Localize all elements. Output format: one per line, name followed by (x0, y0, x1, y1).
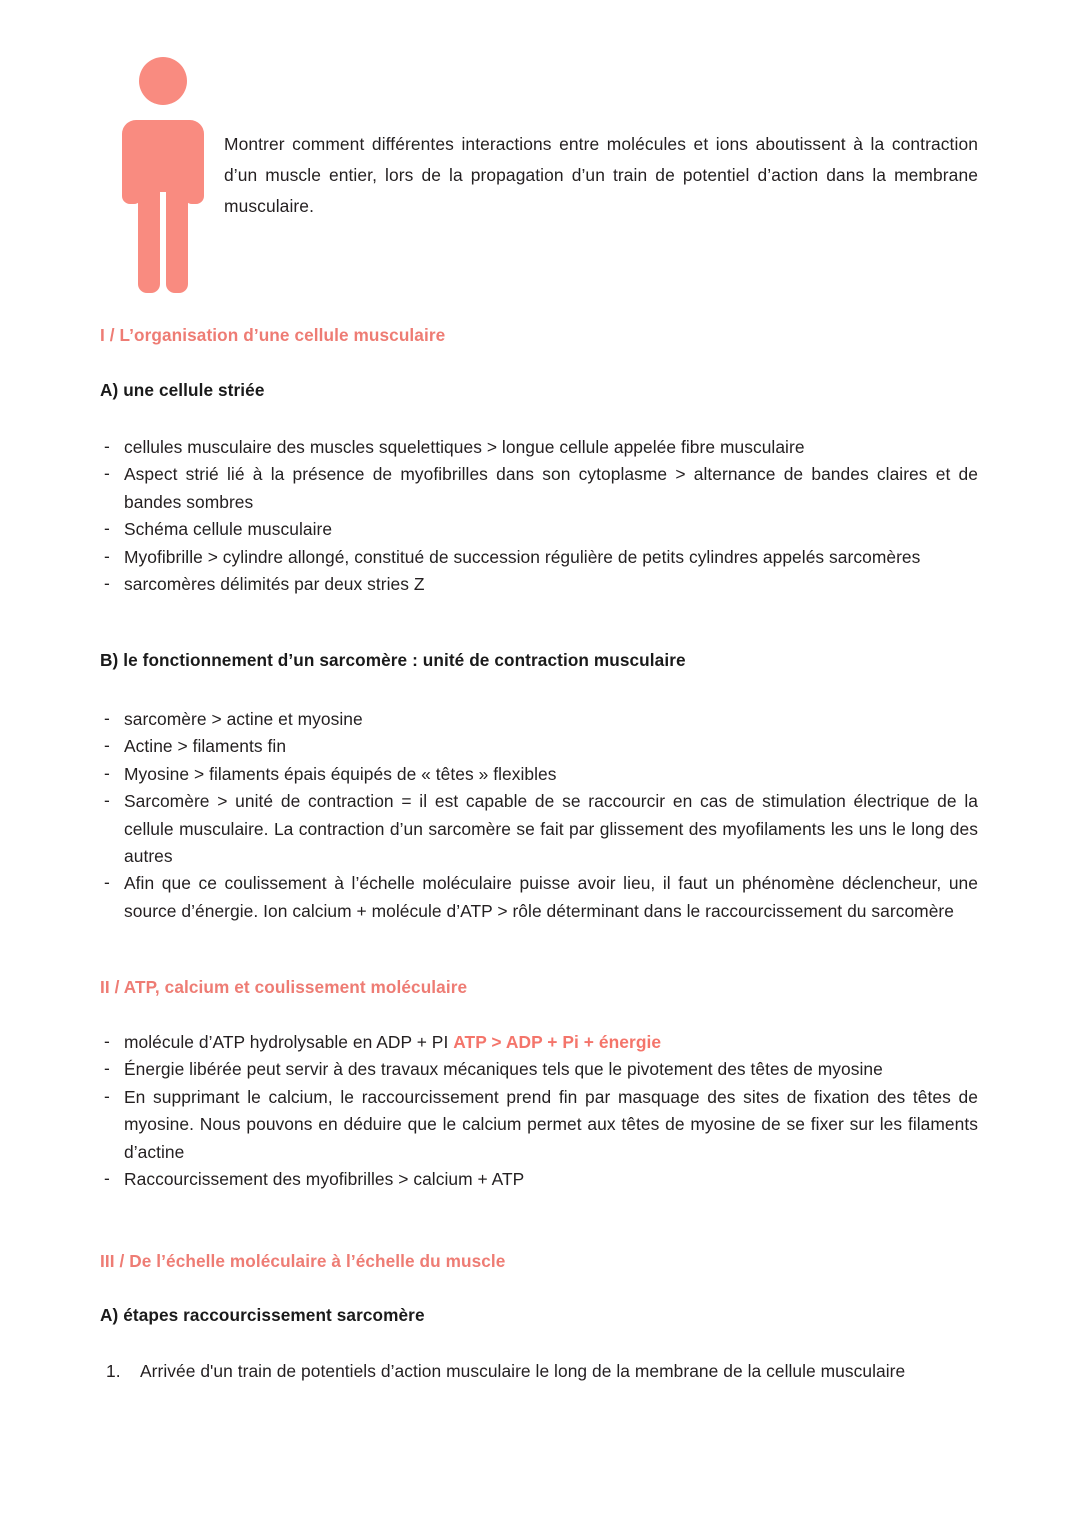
section-heading-2: II / ATP, calcium et coulissement moléculaire (100, 977, 468, 997)
bullet-dash-icon: - (104, 518, 110, 539)
list-item (100, 1056, 978, 1083)
bullet-dash-icon: - (104, 463, 110, 484)
bullet-list-1b (100, 706, 978, 925)
section-heading-3: III / De l’échelle moléculaire à l’échelle du muscle (100, 1251, 506, 1271)
intro-block (0, 44, 1080, 294)
bullet-dash-icon: - (104, 790, 110, 811)
list-item-text: En supprimant le calcium, le raccourcissement prend fin par masquage des sites de fixation des têtes de myosine. Nous pouvons en déduire que le calcium permet aux têtes de myosine de se fixer sur les filaments d’actine (124, 1086, 978, 1162)
list-item-text: Myofibrille > cylindre allongé, constitué de succession régulière de petits cylindres appelés sarcomères (124, 546, 921, 567)
bullet-dash-icon: - (104, 1085, 110, 1106)
list-item (100, 870, 978, 925)
list-item-text: cellules musculaire des muscles squelettiques > longue cellule appelée fibre musculaire (124, 437, 805, 457)
list-item (100, 1357, 978, 1385)
list-item (100, 544, 978, 571)
list-item (100, 788, 978, 870)
list-item (100, 1166, 978, 1193)
list-item (100, 434, 978, 461)
list-item-text: Arrivée d'un train de potentiels d’action musculaire le long de la membrane de la cellule musculaire (140, 1361, 906, 1381)
bullet-dash-icon: - (104, 762, 110, 783)
list-item-text: Énergie libérée peut servir à des travaux mécaniques tels que le pivotement des têtes de myosine (124, 1059, 883, 1080)
list-item-number: 1. (106, 1361, 121, 1381)
list-item (100, 733, 978, 760)
list-item-text: Aspect strié lié à la présence de myofibrilles dans son cytoplasme > alternance de bandes claires et de bandes sombres (124, 464, 978, 512)
list-item (100, 461, 978, 516)
bullet-dash-icon: - (104, 708, 110, 728)
list-item-text (124, 1029, 978, 1056)
bullet-dash-icon: - (104, 545, 110, 566)
list-item (100, 1084, 978, 1166)
bullet-dash-icon: - (104, 872, 110, 893)
list-item-text: Actine > filaments fin (124, 736, 287, 757)
numbered-list-3a (100, 1357, 978, 1385)
list-item-text: sarcomères délimités par deux stries Z (124, 574, 425, 595)
list-item (100, 1029, 978, 1056)
bullet-dash-icon: - (104, 735, 110, 756)
list-item-text: Myosine > filaments épais équipés de « têtes » flexibles (124, 763, 557, 784)
subsection-heading-3a: A) étapes raccourcissement sarcomère (100, 1305, 425, 1325)
subsection-heading-1a: A) une cellule striée (100, 380, 265, 400)
bullet-dash-icon: - (104, 573, 110, 594)
atp-equation-highlight: ATP > ADP + Pi + énergie (453, 1032, 662, 1052)
list-item-text: Afin que ce coulissement à l’échelle moléculaire puisse avoir lieu, il faut un phénomène déclencheur, une source d’énergie. Ion calcium + molécule d’ATP > rôle déterminant dans le raccourcissement du sarcomère (124, 873, 978, 921)
list-item-text: Schéma cellule musculaire (124, 519, 333, 540)
bullet-dash-icon: - (104, 1168, 110, 1189)
subsection-heading-1b: B) le fonctionnement d’un sarcomère : unité de contraction musculaire (100, 650, 686, 670)
list-item-text: sarcomère > actine et myosine (124, 709, 363, 729)
bullet-dash-icon: - (104, 1031, 110, 1051)
bullet-list-1a (100, 434, 978, 598)
bullet-dash-icon: - (104, 436, 110, 456)
section-heading-1: I / L’organisation d’une cellule musculaire (100, 325, 446, 345)
intro-paragraph: Montrer comment différentes interactions entre molécules et ions aboutissent à la contraction d’un muscle entier, lors de la propagation d’un train de potentiel d’action dans la membrane musculaire. (224, 134, 978, 216)
list-item-text: Sarcomère > unité de contraction = il est capable de se raccourcir en cas de stimulation électrique de la cellule musculaire. La contraction d’un sarcomère se fait par glissement des myofilaments les uns le long des autres (124, 791, 978, 867)
list-item (100, 516, 978, 543)
list-item (100, 761, 978, 788)
bullet-list-2 (100, 1029, 978, 1193)
list-item (100, 706, 978, 733)
bullet-dash-icon: - (104, 1058, 110, 1079)
list-item-text: Raccourcissement des myofibrilles > calcium + ATP (124, 1169, 525, 1190)
atp-plain-text: molécule d’ATP hydrolysable en ADP + PI (124, 1032, 454, 1052)
list-item (100, 571, 978, 598)
person-icon (122, 56, 204, 294)
